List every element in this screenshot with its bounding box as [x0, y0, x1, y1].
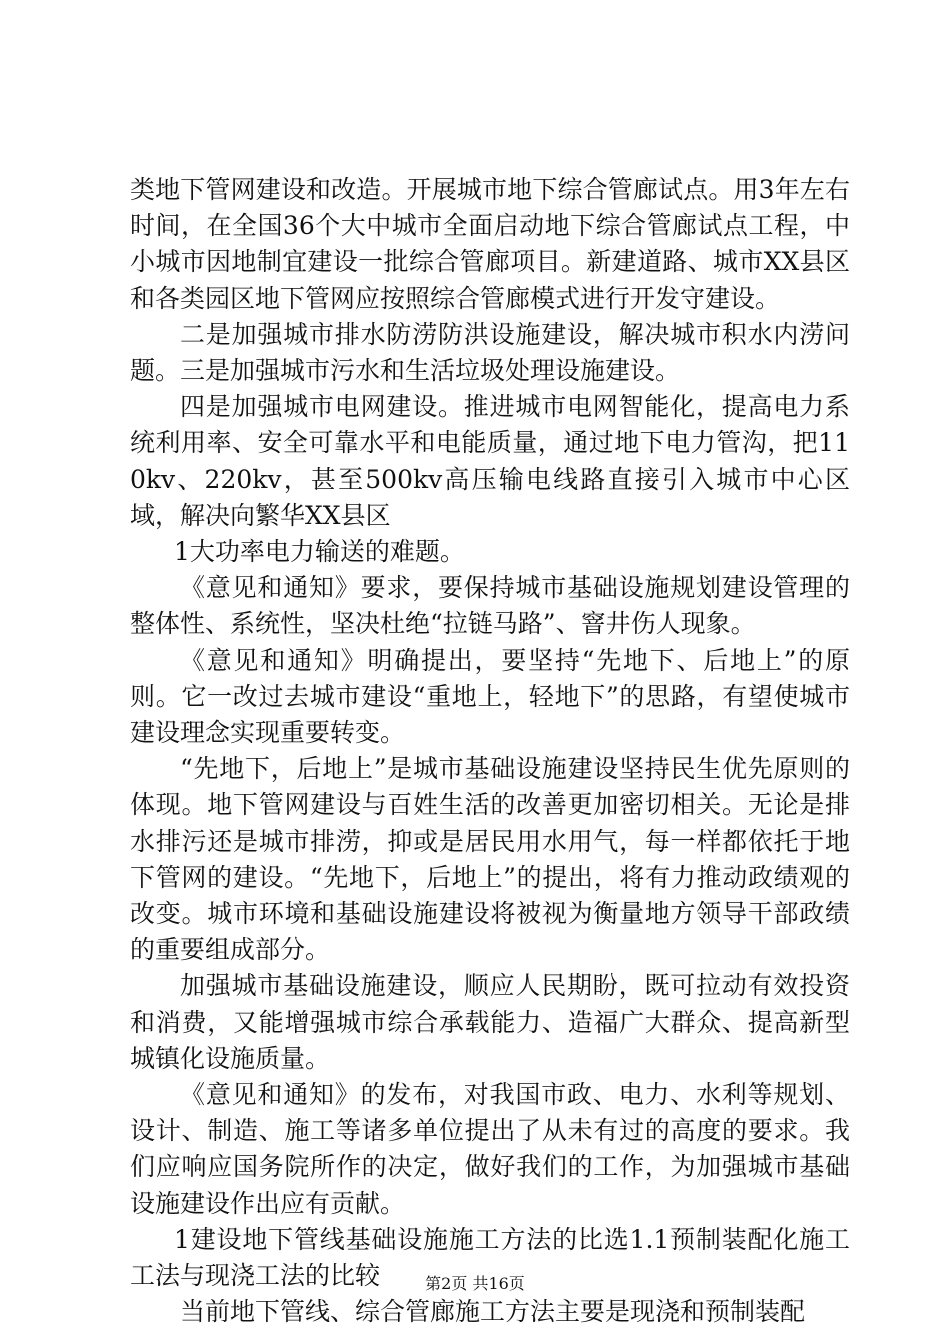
paragraph-3: 四是加强城市电网建设。推进城市电网智能化，提高电力系统利用率、安全可靠水平和电能质量，通过地下电力管沟，把110kv、220kv，甚至500kv高压输电线路直接引入城市中心区域，解决向繁华XX县区	[130, 392, 850, 530]
paragraph-8: 加强城市基础设施建设，顺应人民期盼，既可拉动有效投资和消费，又能增强城市综合承载能力、造福广大群众、提高新型城镇化设施质量。	[130, 971, 850, 1073]
paragraph-10: 当前地下管线、综合管廊施工方法主要是现浇和预制装配	[180, 1297, 806, 1327]
document-body	[130, 172, 850, 1331]
paragraph-6: 《意见和通知》明确提出，要坚持“先地下、后地上”的原则。它一改过去城市建设“重地上，轻地下”的思路，有望使城市建设理念实现重要转变。	[130, 645, 850, 748]
paragraph-7: “先地下，后地上”是城市基础设施建设坚持民生优先原则的体现。地下管网建设与百姓生活的改善更加密切相关。无论是排水排污还是城市排涝，抑或是居民用水用气，每一样都依托于地下管网的建设。“先地下，后地上”的提出，将有力推动政绩观的改变。城市环境和基础设施建设将被视为衡量地方领导干部政绩的重要组成部分。	[130, 754, 850, 965]
paragraph-9: 《意见和通知》的发布，对我国市政、电力、水利等规划、设计、制造、施工等诸多单位提出了从未有过的高度的要求。我们应响应国务院所作的决定，做好我们的工作，为加强城市基础设施建设作出应有贡献。	[130, 1080, 850, 1218]
section-heading: 1建设地下管线基础设施施工方法的比选1.1预制装配化施工工法与现浇工法的比较	[130, 1224, 850, 1291]
paragraph-2: 二是加强城市排水防涝防洪设施建设，解决城市积水内涝问题。三是加强城市污水和生活垃圾处理设施建设。	[130, 319, 850, 386]
page-number-footer: 第2页 共16页	[425, 1274, 525, 1293]
paragraph-1: 类地下管网建设和改造。开展城市地下综合管廊试点。用3年左右时间，在全国36个大中城市全面启动地下综合管廊试点工程，中小城市因地制宜建设一批综合管廊项目。新建道路、城市XX县区和各类园区地下管网应按照综合管廊模式进行开发守建设。	[130, 175, 850, 313]
paragraph-5: 《意见和通知》要求，要保持城市基础设施规划建设管理的整体性、系统性，坚决杜绝“拉链马路”、窨井伤人现象。	[130, 573, 850, 639]
paragraph-4: 1大功率电力输送的难题。	[174, 537, 465, 567]
